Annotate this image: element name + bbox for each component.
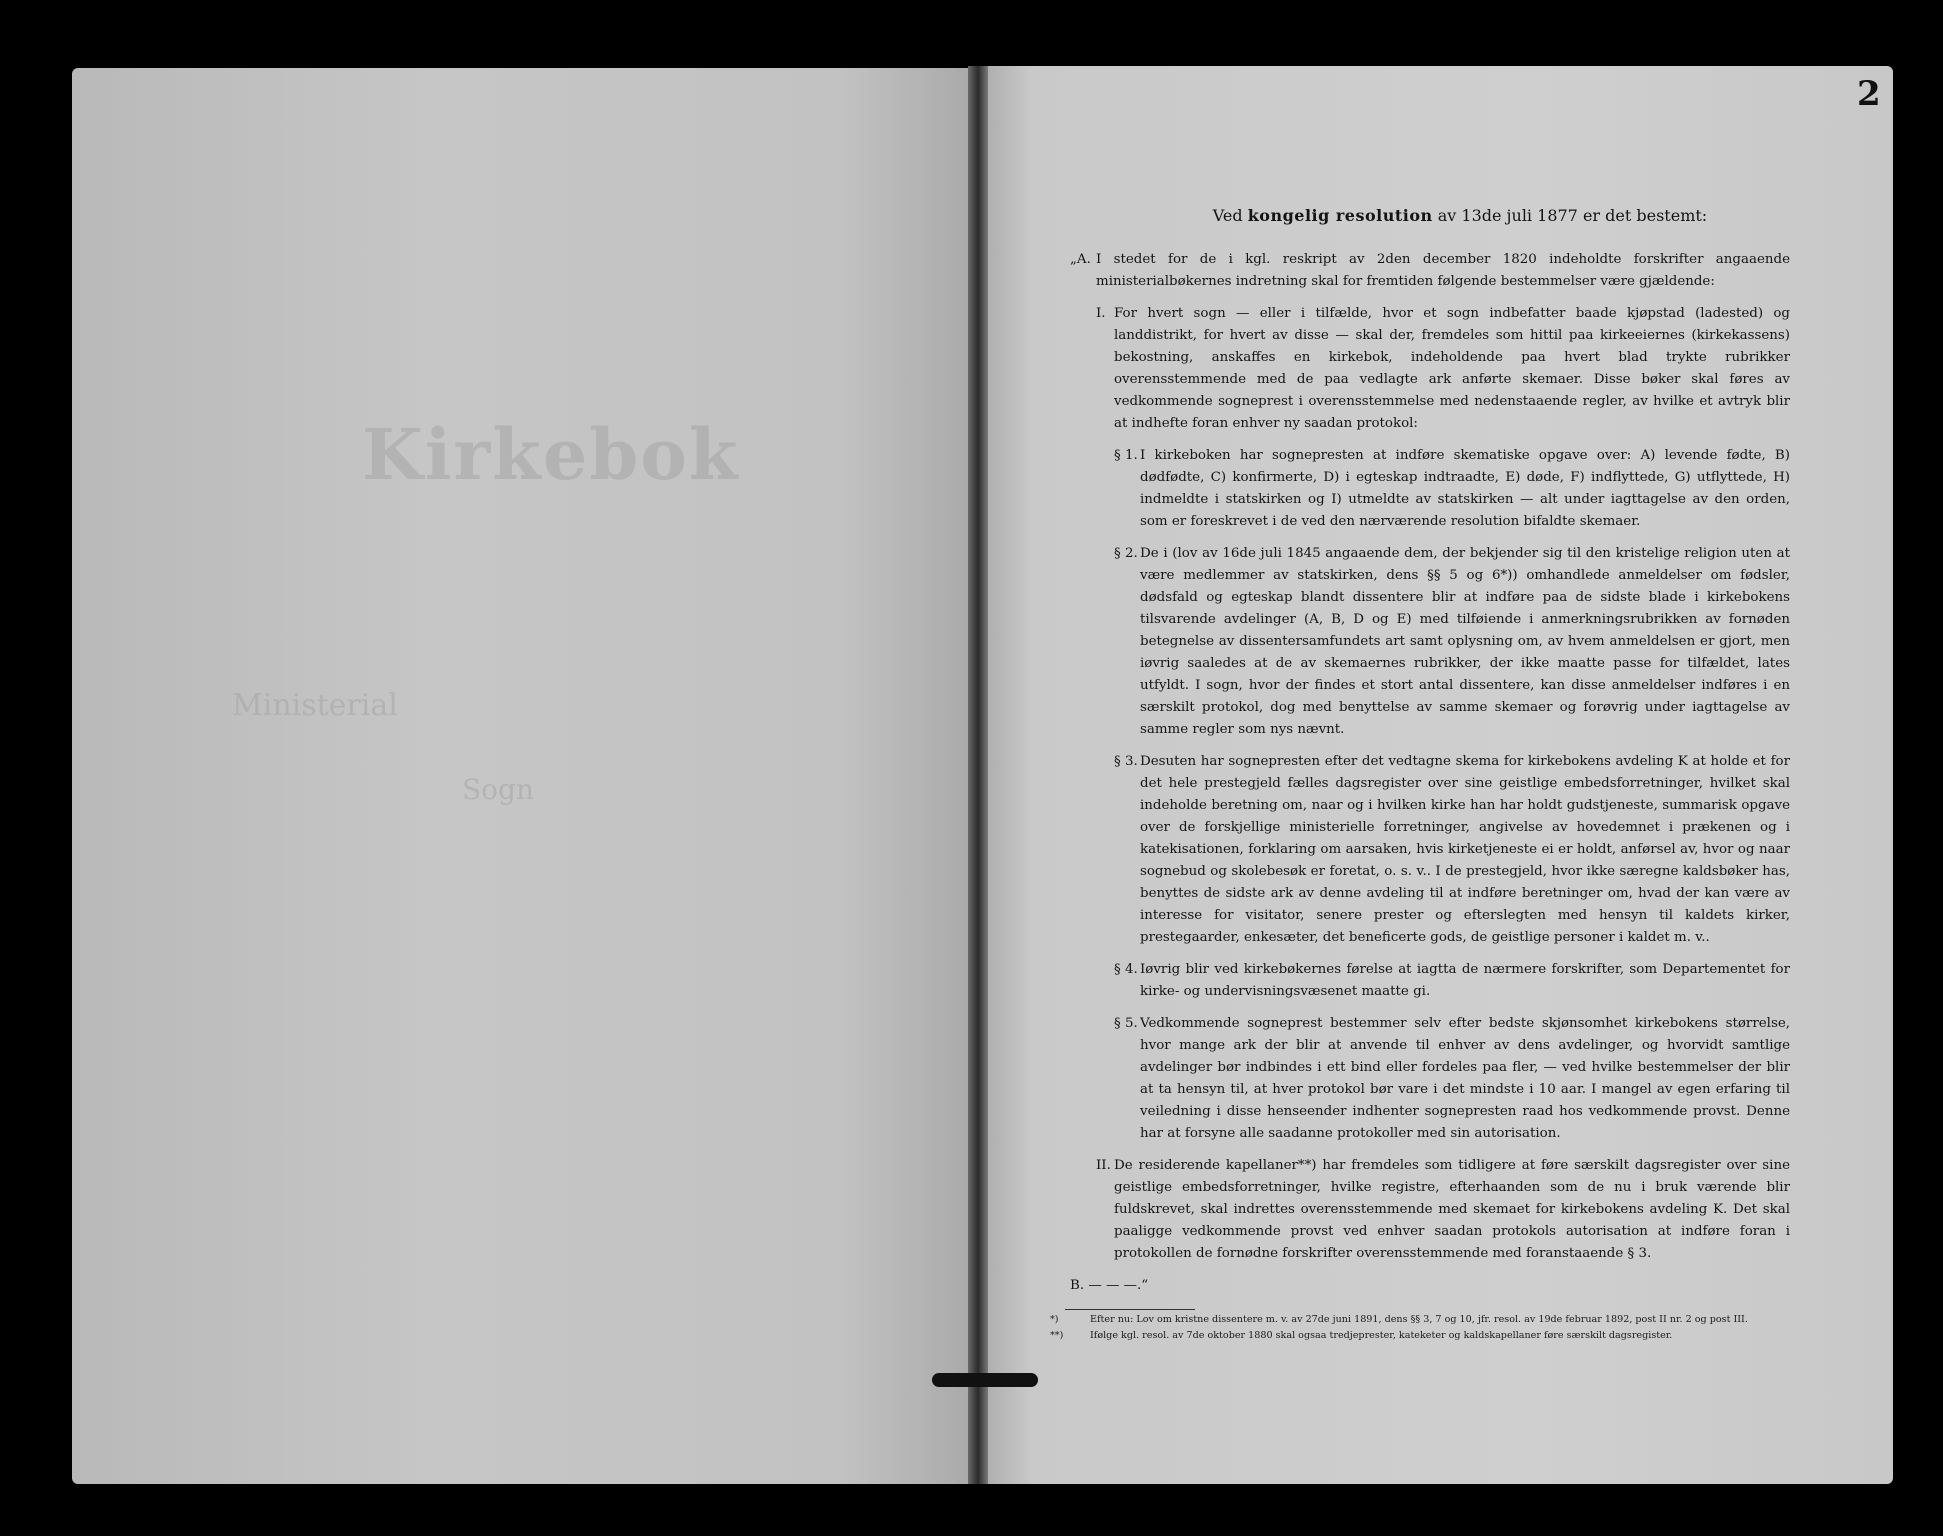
footnote-rule (1065, 1309, 1195, 1310)
heading-bold: kongelig resolution (1247, 206, 1433, 225)
left-page-bleed-title: Kirkebok (362, 413, 740, 496)
left-page-bleed-line-1: Ministerial (232, 688, 398, 723)
section-i (1096, 303, 1790, 435)
paragraph-2-text: De i (lov av 16de juli 1845 angaaende dem, der bekjender sig til den kristelige religion uten at være medlemmer av statskirken, dens §§ 5 og 6*)) omhandlede anmeldelser om fødsler, dødsfald og egteskap blandt dissentere blir at indføre paa de sidste blade i kirkebokens tilsvarende avdelinger (A, B, D og E) med tilføiende i anmerkningsrubrikken av fornøden betegnelse av dissentersamfundets art samt oplysning om, av hvem anmeldelsen er gjort, men iøvrig saaledes at de av skemaernes rubrikker, der ikke maatte passe for tilfældet, lates utfyldt. I sogn, hvor der findes et stort antal dissentere, kan disse anmeldelser indføres i en særskilt protokol, dog med benyttelse av samme skemaer og forøvrig under iagttagelse av samme regler som nys nævnt. (1140, 546, 1790, 737)
page-heading (1070, 205, 1790, 227)
paragraph-4-label: § 4. (1114, 962, 1138, 977)
page-number: 2 (1857, 74, 1881, 114)
paragraph-5 (1114, 1013, 1790, 1145)
footnote-1-text: Efter nu: Lov om kristne dissentere m. v. av 27de juni 1891, dens §§ 3, 7 og 10, jfr. resol. av 19de februar 1892, post II nr. 2 og post III. (1090, 1314, 1748, 1325)
section-a (1070, 249, 1790, 293)
footnote-2 (1050, 1329, 1810, 1343)
section-ii-label: II. (1096, 1158, 1111, 1173)
paragraph-3-text: Desuten har sognepresten efter det vedtagne skema for kirkebokens avdeling K at holde et for det hele prestegjeld fælles dagsregister over sine geistlige embedsforretninger, hvilket skal indeholde beretning om, naar og i hvilken kirke han har holdt gudstjeneste, summarisk opgave over de forskjellige ministerielle forretninger, angivelse av hovedemnet i prækenen og i katekisationen, forklaring om aarsaken, hvis kirketjeneste ei er holdt, anførsel av, hvor og naar sognebud og skolebesøk er foretat, o. s. v.. I de prestegjeld, hvor ikke særegne kaldsbøker has, benyttes de sidste ark av denne avdeling til at indføre beretninger om, hvad der kan være av interesse for visitator, senere prester og efterslegten med hensyn til kaldets kirker, prestegaarder, enkesæter, det beneficerte gods, de geistlige personer i kaldet m. v.. (1140, 754, 1790, 945)
section-ii-text: De residerende kapellaner**) har fremdeles som tidligere at føre særskilt dagsregister over sine geistlige embedsforretninger, hvilke registre, efterhaanden som de nu i bruk værende blir fuldskrevet, skal indrettes overensstemmende med skemaet for kirkebokens avdeling K. Det skal paaligge vedkommende provst ved enhver saadan protokols autorisation at indføre foran i protokollen de fornødne forskrifter overensstemmende med foranstaaende § 3. (1114, 1158, 1790, 1261)
book-gutter (968, 66, 988, 1484)
section-b: B. — — —.“ (1070, 1278, 1149, 1293)
paragraph-4-text: Iøvrig blir ved kirkebøkernes førelse at iagtta de nærmere forskrifter, som Departementet for kirke- og undervisningsvæsenet maatte gi. (1140, 962, 1790, 999)
paragraph-5-text: Vedkommende sogneprest bestemmer selv efter bedste skjønsomhet kirkebokens størrelse, hvor mange ark der blir at anvende til enhver av dens avdelinger, og hvorvidt samtlige avdelinger bør indbindes i ett bind eller fordeles paa fler, — ved hvilke bestemmelser der blir at ta hensyn til, at hver protokol bør vare i det mindste i 10 aar. I mangel av egen erfaring til veiledning i disse henseender indhenter sognepresten raad hos vedkommende provst. Denne har at forsyne alle saadanne protokoller med sin autorisation. (1140, 1016, 1790, 1141)
section-ii (1096, 1155, 1790, 1265)
section-a-label: „A. (1070, 252, 1091, 267)
footnote-2-text: Ifølge kgl. resol. av 7de oktober 1880 skal ogsaa tredjeprester, kateketer og kaldskapellaner føre særskilt dagsregister. (1090, 1330, 1673, 1341)
footnote-1-label: *) (1050, 1314, 1059, 1325)
paragraph-1-text: I kirkeboken har sognepresten at indføre skematiske opgave over: A) levende fødte, B) dødfødte, C) konfirmerte, D) i egteskap indtraadte, E) døde, F) indflyttede, G) utflyttede, H) indmeldte i statskirken og I) utmeldte av statskirken — alt under iagttagelse av den orden, som er foreskrevet i de ved den nærværende resolution bifaldte skemaer. (1140, 448, 1790, 529)
footnote-1 (1050, 1313, 1810, 1327)
regulation-text (1070, 205, 1790, 1307)
section-i-text: For hvert sogn — eller i tilfælde, hvor et sogn indbefatter baade kjøpstad (ladested) og landdistrikt, for hvert av disse — skal der, fremdeles som hittil paa kirkeeiernes (kirkekassens) bekostning, anskaffes en kirkebok, indeholdende paa hvert blad trykte rubrikker overensstemmende med de paa vedlagte ark anførte skemaer. Disse bøker skal føres av vedkommende sogneprest i overensstemmelse med nedenstaaende regler, av hvilke et avtryk blir at indhefte foran enhver ny saadan protokol: (1114, 306, 1790, 431)
paragraph-3 (1114, 751, 1790, 949)
binding-string (932, 1373, 1038, 1387)
paragraph-2 (1114, 543, 1790, 741)
paragraph-1-label: § 1. (1114, 448, 1138, 463)
footnotes (1050, 1313, 1810, 1345)
footnote-2-label: **) (1050, 1330, 1064, 1341)
section-a-text: I stedet for de i kgl. reskript av 2den december 1820 indeholdte forskrifter angaaende ministerialbøkernes indretning skal for fremtiden følgende bestemmelser være gjældende: (1096, 252, 1790, 289)
paragraph-2-label: § 2. (1114, 546, 1138, 561)
paragraph-3-label: § 3. (1114, 754, 1138, 769)
heading-prefix: Ved (1212, 206, 1248, 225)
left-page-blank (72, 68, 977, 1484)
left-page-bleed-line-2: Sogn (462, 773, 534, 806)
section-i-label: I. (1096, 306, 1106, 321)
paragraph-4 (1114, 959, 1790, 1003)
paragraph-1 (1114, 445, 1790, 533)
paragraph-5-label: § 5. (1114, 1016, 1138, 1031)
heading-suffix: av 13de juli 1877 er det bestemt: (1432, 206, 1708, 225)
